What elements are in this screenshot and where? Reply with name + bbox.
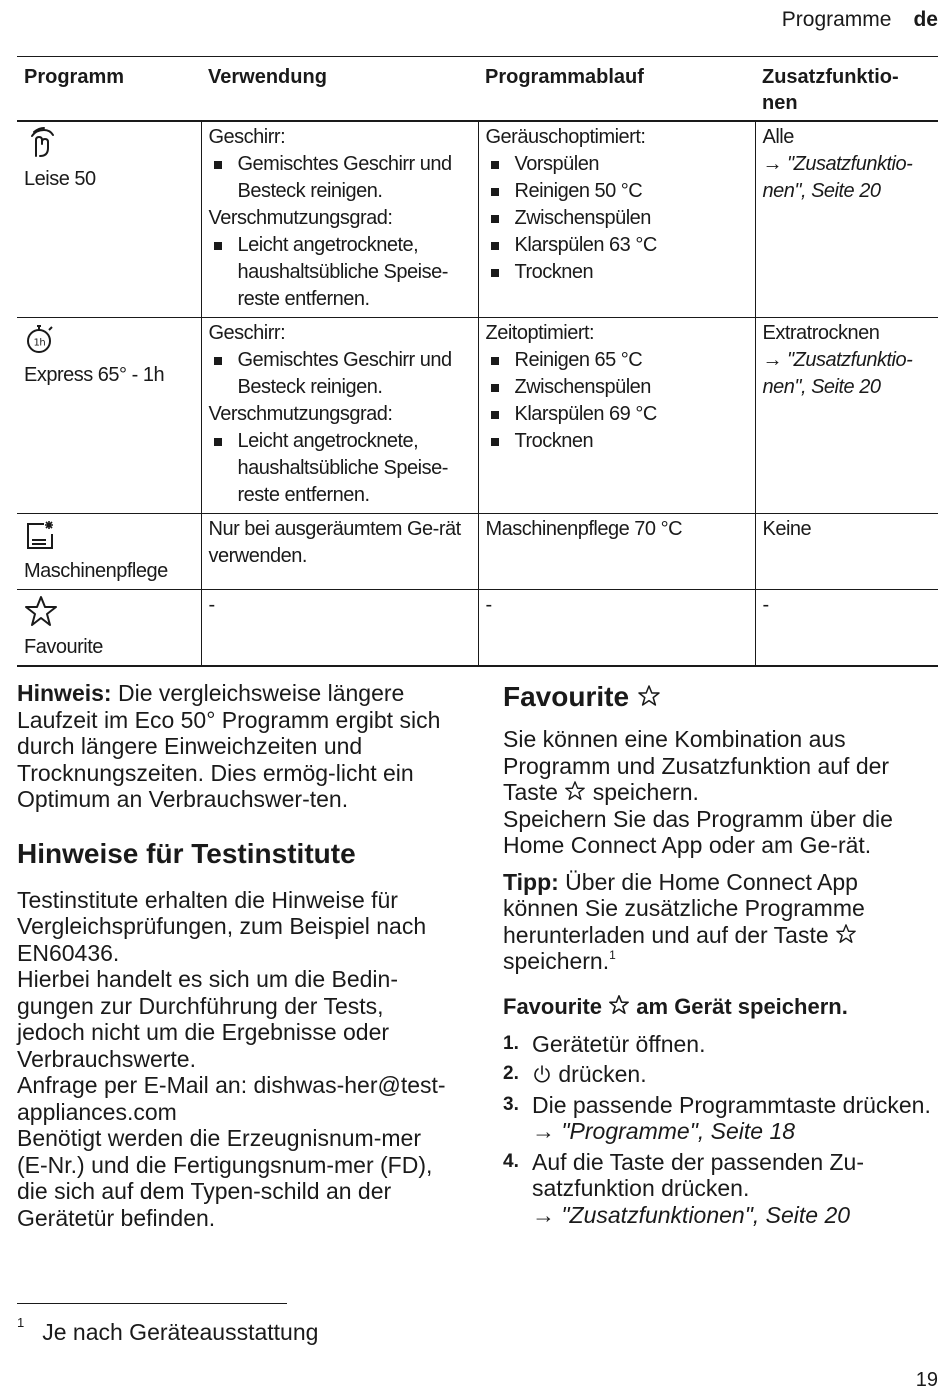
hint-paragraph [17, 680, 457, 813]
hint-label: Hinweis: [17, 680, 112, 706]
subheading-text: am Gerät speichern. [636, 993, 848, 1019]
list-item: Reinigen 65 °C [486, 347, 749, 374]
extras-text: Extratrocknen [762, 322, 880, 344]
step-number: 3. [503, 1093, 519, 1115]
header-rule [17, 56, 938, 57]
list-item: Trocknen [486, 428, 749, 455]
power-icon [532, 1064, 552, 1084]
list-item: Gemischtes Geschirr und Besteck reinigen. [209, 347, 472, 401]
step-number: 1. [503, 1032, 519, 1054]
flow-cell [478, 121, 755, 318]
use-label: Geschirr: [208, 322, 286, 344]
use-label: Verschmutzungsgrad: [208, 207, 393, 229]
table-row [17, 514, 938, 590]
table-row [17, 318, 938, 514]
step-text: Die passende Programmtaste drücken. [532, 1091, 931, 1118]
column-header: Programm [17, 60, 201, 121]
tip-text: speichern. [503, 948, 610, 974]
list-item: Leicht angetrocknete, haushaltsübliche Speise-reste entfernen. [209, 232, 472, 313]
flow-cell: Maschinenpflege 70 °C [478, 514, 755, 590]
list-item: Vorspülen [486, 151, 749, 178]
table-row [17, 590, 938, 667]
column-header: Verwendung [201, 60, 478, 121]
table-row [17, 121, 938, 318]
section-title: Programme [781, 8, 892, 31]
subheading-text: Favourite [503, 993, 603, 1019]
page-header [782, 8, 938, 32]
tip-text: Über die Home Connect App können Sie zusätzliche Programme herunterladen und auf der Taste [503, 868, 865, 948]
stopwatch-1h-icon [24, 322, 58, 356]
list-item: Zwischenspülen [486, 205, 749, 232]
star-icon [24, 594, 58, 628]
column-header: Zusatzfunktio- nen [755, 60, 938, 121]
use-label: Geschirr: [208, 126, 286, 148]
program-name: Favourite [24, 636, 103, 658]
paragraph: Speichern Sie das Programm über die Home Connect App oder am Ge-rät. [503, 805, 893, 858]
use-cell [201, 121, 478, 318]
table-header-row [17, 60, 938, 121]
right-column [503, 680, 933, 1228]
list-item: Trocknen [486, 259, 749, 286]
list-item: Zwischenspülen [486, 374, 749, 401]
steps-list [503, 1031, 933, 1229]
tip-paragraph [503, 869, 933, 975]
use-label: Verschmutzungsgrad: [208, 403, 393, 425]
paragraph-text: Sie können eine Kombination aus Programm und Zusatzfunktion auf der Taste [503, 726, 890, 805]
cross-reference-link[interactable]: → "Zusatzfunktionen", Seite 20 [532, 1201, 851, 1228]
list-item: Reinigen 50 °C [486, 178, 749, 205]
flow-cell [478, 318, 755, 514]
list-item [503, 1092, 933, 1145]
use-cell [201, 318, 478, 514]
flow-label: Geräuschoptimiert: [485, 126, 646, 148]
cross-reference-link[interactable]: → "Programme", Seite 18 [532, 1118, 796, 1144]
star-icon [564, 780, 586, 802]
page-number: 19 [915, 1369, 938, 1391]
language-code: de [913, 8, 938, 31]
list-item [503, 1149, 933, 1229]
extras-cell: Keine [755, 514, 938, 590]
program-cell [17, 121, 201, 318]
hand-wave-icon [24, 126, 58, 160]
extras-cell: - [755, 590, 938, 667]
paragraph: Testinstitute erhalten die Hinweise für Vergleichsprüfungen, zum Beispiel nach EN60436. [17, 886, 427, 966]
program-cell [17, 514, 201, 590]
program-table [17, 60, 938, 667]
program-name: Maschinenpflege [24, 560, 168, 582]
footnote-marker[interactable]: 1 [609, 948, 616, 962]
list-item: Klarspülen 69 °C [486, 401, 749, 428]
use-cell: - [201, 590, 478, 667]
footnote-rule [17, 1303, 287, 1304]
footnote-mark: 1 [17, 1315, 25, 1330]
extras-text: Alle [762, 126, 794, 148]
step-text: Gerätetür öffnen. [532, 1030, 706, 1057]
program-cell [17, 590, 201, 667]
list-item [503, 1031, 933, 1058]
step-text: Auf die Taste der passenden Zu-satzfunktion drücken. [532, 1148, 865, 1201]
favourite-heading [503, 680, 933, 714]
star-icon [608, 994, 630, 1016]
paragraph: Hierbei handelt es sich um die Bedin-gungen zur Durchführung der Tests, jedoch nicht um die Ergebnisse oder Verbrauchswerte. [17, 966, 398, 1072]
star-icon [835, 923, 857, 945]
extras-cell [755, 121, 938, 318]
favourite-heading-text: Favourite [503, 681, 630, 712]
email-paragraph: Anfrage per E-Mail an: dishwas-her@test-appliances.com [17, 1072, 446, 1125]
program-cell [17, 318, 201, 514]
tip-label: Tipp: [503, 868, 559, 895]
hint-text: Die vergleichsweise längere Laufzeit im Eco 50° Programm ergibt sich durch längere Einweichzeiten und Trocknungszeiten. Dies ermög-licht ein Optimum an Verbrauchswer-ten. [17, 680, 441, 812]
paragraph-text: speichern. [592, 779, 699, 805]
step-text: drücken. [558, 1061, 647, 1087]
star-icon [637, 684, 661, 708]
program-name: Express 65° - 1h [24, 364, 165, 386]
column-header: Programmablauf [478, 60, 755, 121]
paragraph: Benötigt werden die Erzeugnisnum-mer (E-Nr.) und die Fertigungsnum-mer (FD), die sich auf dem Typen-schild an der Gerätetür befinden. [17, 1125, 433, 1231]
subheading [503, 993, 933, 1021]
left-column [17, 680, 457, 1231]
list-item: Klarspülen 63 °C [486, 232, 749, 259]
list-item: Leicht angetrocknete, haushaltsübliche Speise-reste entfernen. [209, 428, 472, 509]
use-cell: Nur bei ausgeräumtem Ge-rät verwenden. [201, 514, 478, 590]
program-name: Leise 50 [24, 168, 96, 190]
footnote [17, 1315, 319, 1346]
machine-care-icon [24, 518, 58, 552]
svg-text:1h: 1h [33, 337, 46, 349]
cross-reference-link[interactable]: → "Zusatzfunktio-nen", Seite 20 [762, 349, 913, 398]
step-number: 2. [503, 1063, 519, 1084]
paragraph [503, 726, 933, 806]
flow-label: Zeitoptimiert: [485, 322, 595, 344]
extras-cell [755, 318, 938, 514]
flow-cell: - [478, 590, 755, 667]
section-heading: Hinweise für Testinstitute [17, 837, 356, 869]
footnote-text: Je nach Geräteausstattung [42, 1319, 319, 1345]
cross-reference-link[interactable]: → "Zusatzfunktio-nen", Seite 20 [762, 153, 913, 202]
step-number: 4. [503, 1150, 519, 1172]
list-item: Gemischtes Geschirr und Besteck reinigen. [209, 151, 472, 205]
list-item [503, 1061, 933, 1088]
